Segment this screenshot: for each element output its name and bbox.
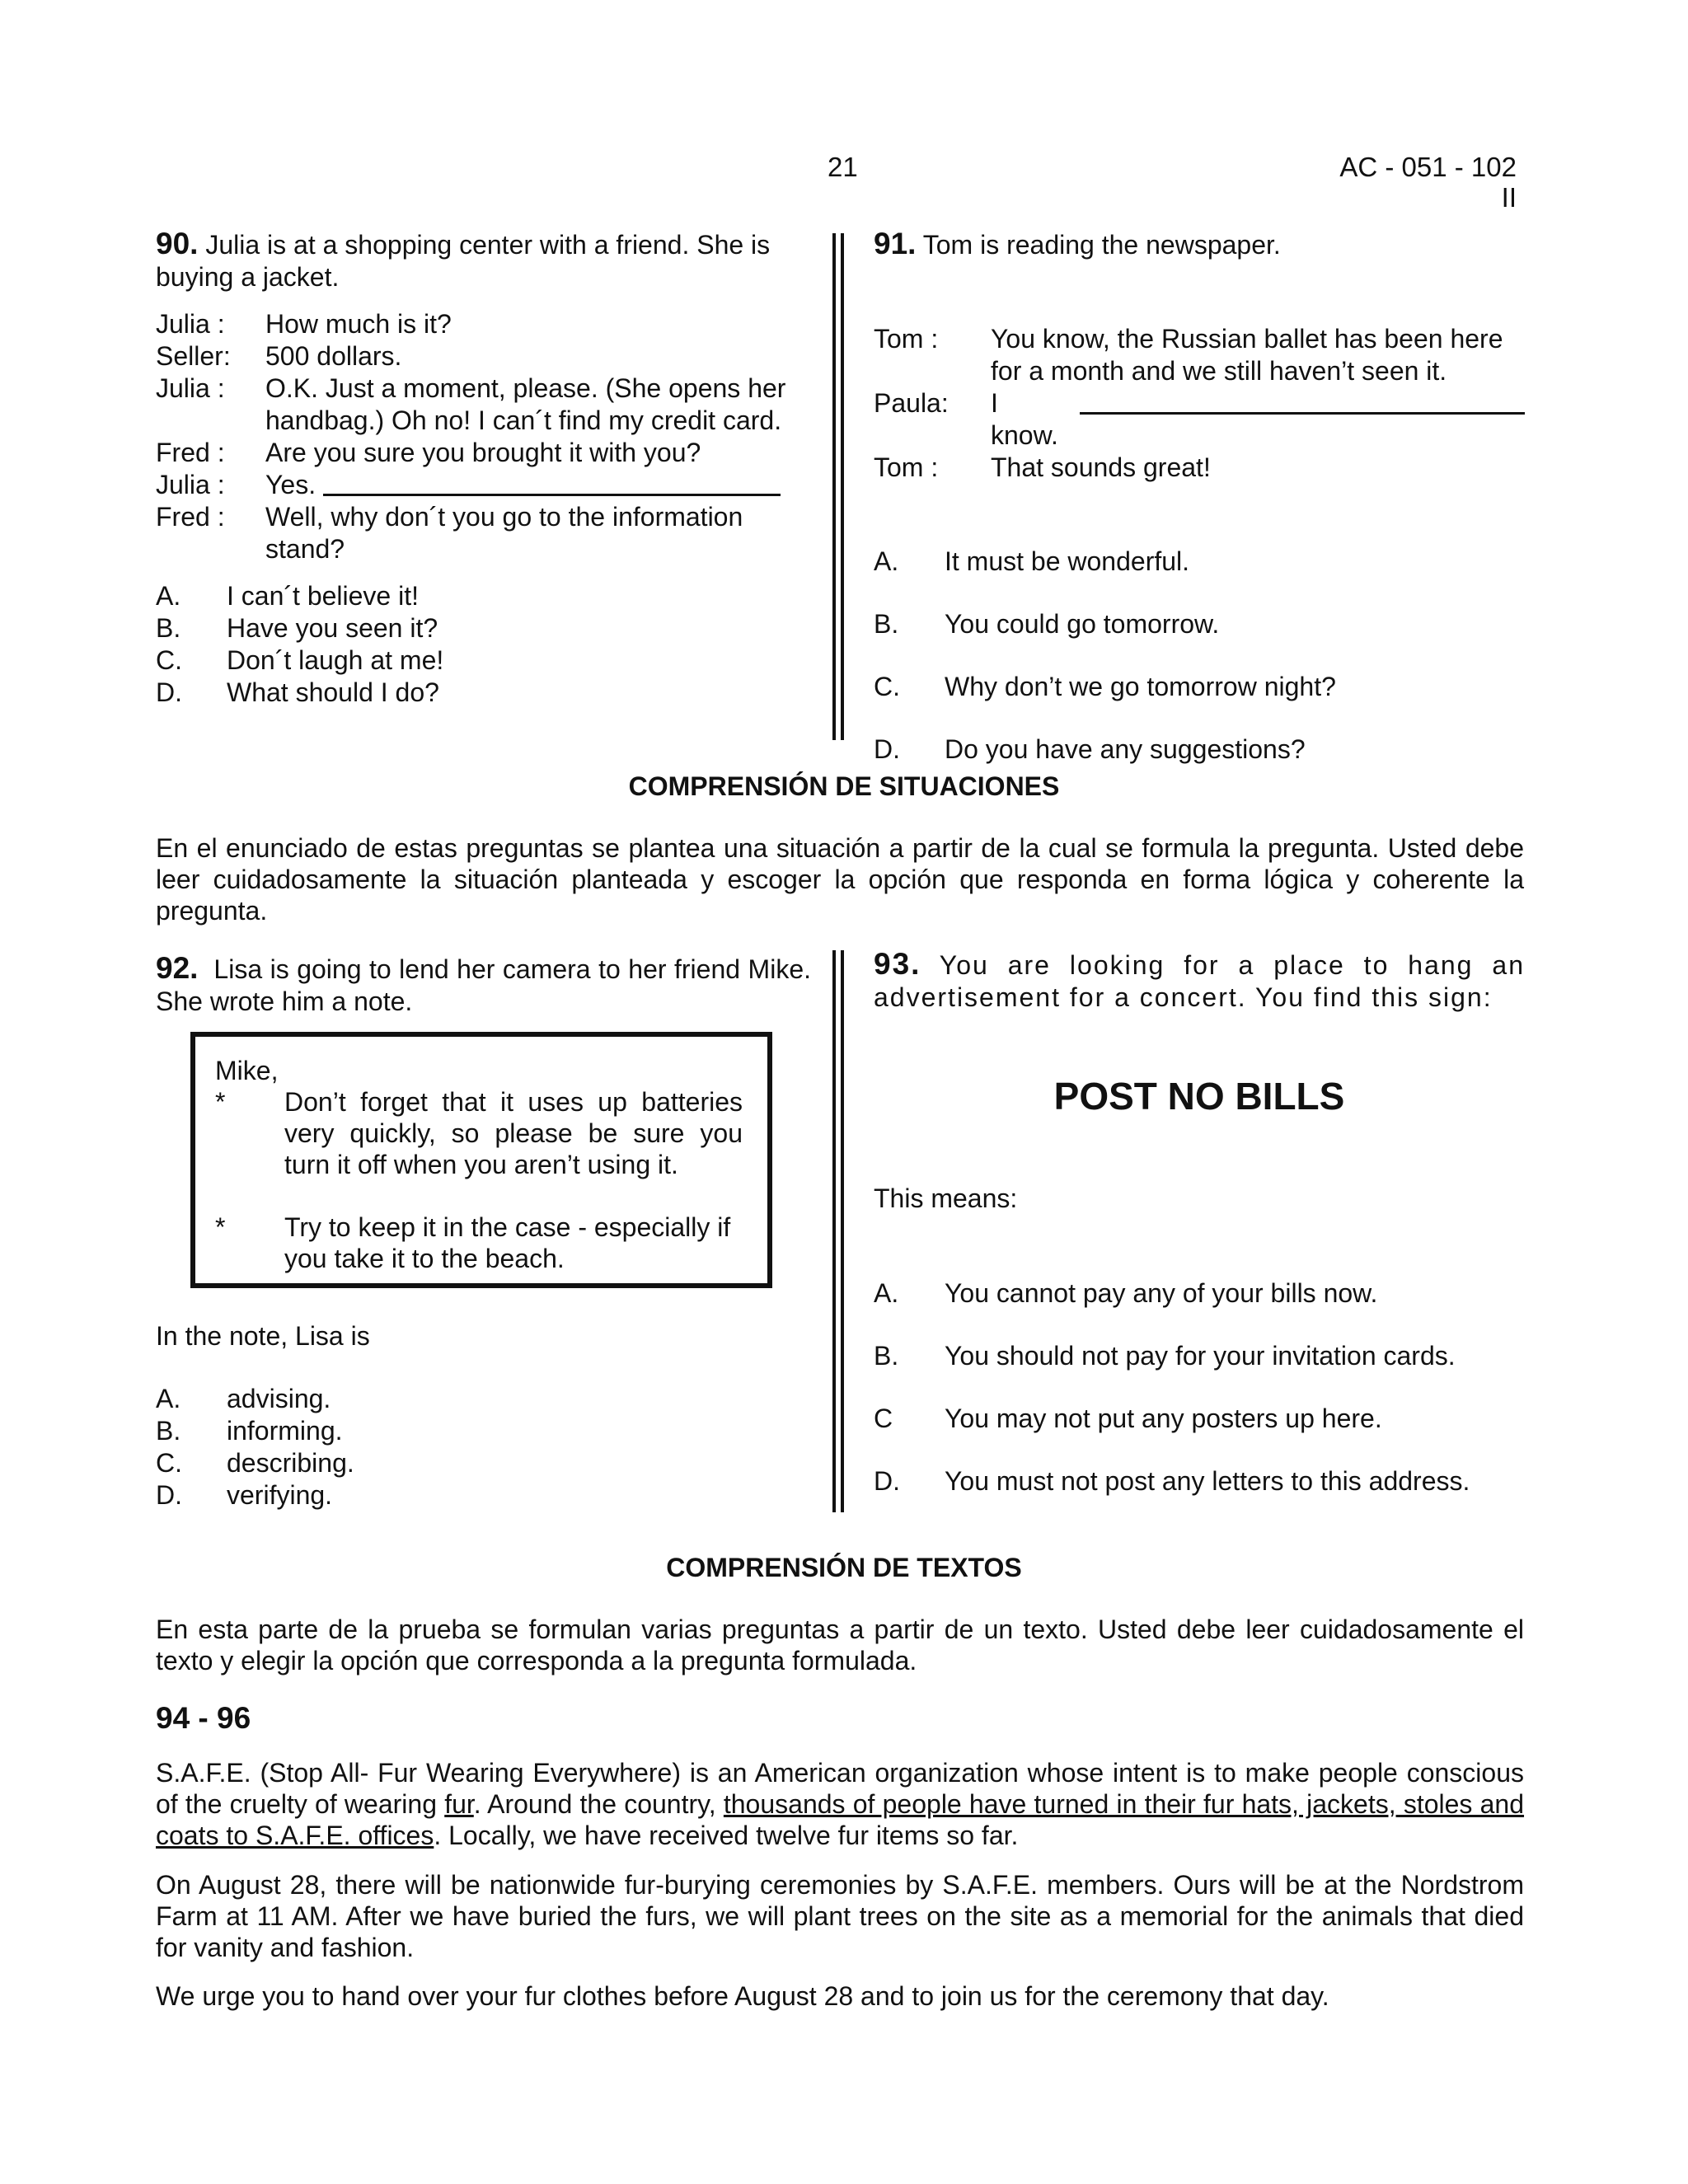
section-instructions: En esta parte de la prueba se formulan varias preguntas a partir de un texto. Usted debe leer cuidadosamente el texto y elegir la opción que corresponda a la pregunta formulada. (156, 1615, 1524, 1675)
underlined-phrase: thousands of people have turned in their fur hats, jackets, stoles and coats to S.A.F.E. offices (156, 1789, 1525, 1850)
dialog-line: Fred : Well, why don´t you go to the information stand? (156, 502, 743, 564)
dialog-line: Julia : O.K. Just a moment, please. (She opens her handbag.) Oh no! I can´t find my credit card. (156, 373, 786, 435)
note-box (190, 1032, 772, 1288)
reading-paragraph: S.A.F.E. (Stop All- Fur Wearing Everywhere) is an American organization whose intent is to make people conscious of the cruelty of wearing fur. Around the country, thousands of people have turned in their fur hats, jackets, stoles and coats to S.A.F.E. offices. Locally, we have received twelve fur items so far. (156, 1758, 1525, 1850)
dialog-line: Tom : That sounds great! (874, 452, 1211, 482)
option-b[interactable]: B. You could go tomorrow. (874, 609, 1220, 639)
question-number: 92. (156, 951, 199, 985)
note-bullet: * Try to keep it in the case - especially if you take it to the beach. (215, 1212, 731, 1273)
question-90-intro: 90. Julia is at a shopping center with a friend. She is buying a jacket. (156, 227, 771, 292)
dialog-line: Julia : Yes. (156, 469, 811, 501)
question-91-intro: 91. Tom is reading the newspaper. (874, 227, 1281, 260)
dialog-line: Seller: 500 dollars. (156, 341, 402, 371)
dialog (156, 308, 811, 565)
dialog-line: Fred : Are you sure you brought it with you? (156, 438, 701, 467)
option-c[interactable]: C. Why don’t we go tomorrow night? (874, 672, 1336, 701)
reading-range: 94 - 96 (156, 1701, 251, 1735)
question-90 (156, 227, 811, 709)
section-heading-situaciones: COMPRENSIÓN DE SITUACIONES (628, 771, 1060, 801)
question-stem: In the note, Lisa is (156, 1321, 370, 1351)
exam-code: AC - 051 - 102 (1339, 152, 1517, 182)
dialog (874, 323, 1525, 484)
question-93-intro: 93. You are looking for a place to hang an advertisement for a concert. You find this sign: (874, 947, 1526, 1012)
option-b[interactable]: B. Have you seen it? (156, 613, 438, 643)
answer-blank (323, 469, 781, 496)
option-d[interactable]: D. You must not post any letters to this address. (874, 1466, 1470, 1496)
note-salutation: Mike, (215, 1056, 279, 1085)
option-c[interactable]: C You may not put any posters up here. (874, 1404, 1382, 1433)
question-92-intro: 92. Lisa is going to lend her camera to her friend Mike. She wrote him a note. (156, 951, 812, 1016)
dialog-line: Tom : You know, the Russian ballet has been here for a month and we still haven’t seen it. (874, 324, 1503, 386)
option-c[interactable]: C. Don´t laugh at me! (156, 645, 444, 675)
column-divider (832, 950, 844, 1512)
reading-paragraph: On August 28, there will be nationwide fur-burying ceremonies by S.A.F.E. members. Ours will be at the Nordstrom Farm at 11 AM. After we have buried the furs, we will plant trees on the site as a memorial for the animals that died for vanity and fashion. (156, 1870, 1524, 1962)
option-d[interactable]: D. verifying. (156, 1480, 333, 1510)
option-d[interactable]: D. What should I do? (156, 677, 439, 707)
question-number: 93. (874, 947, 921, 981)
dialog-line: Paula: I know. (874, 387, 1525, 452)
note-bullet: * Don’t forget that it uses up batteries very quickly, so please be sure you turn it off when you aren’t using it. (215, 1087, 743, 1179)
options-list (874, 1277, 1525, 1497)
option-a[interactable]: A. You cannot pay any of your bills now. (874, 1278, 1378, 1308)
reading-paragraph: We urge you to hand over your fur clothes before August 28 and to join us for the ceremony that day. (156, 1981, 1329, 2011)
option-d[interactable]: D. Do you have any suggestions? (874, 734, 1306, 764)
options-list (156, 580, 811, 709)
option-c[interactable]: C. describing. (156, 1448, 354, 1478)
column-divider (832, 233, 844, 740)
question-number: 90. (156, 227, 199, 260)
exam-form: II (1501, 182, 1517, 213)
option-a[interactable]: A. It must be wonderful. (874, 546, 1190, 576)
option-a[interactable]: A. advising. (156, 1384, 331, 1413)
question-91 (874, 227, 1525, 766)
options-list (156, 1383, 354, 1511)
dialog-line: Julia : How much is it? (156, 309, 452, 339)
options-list (874, 546, 1525, 766)
section-instructions: En el enunciado de estas preguntas se plantea una situación a partir de la cual se formula la pregunta. Usted debe leer cuidadosamente la situación planteada y escoger la opción que responda en forma lógica y coherente la pregunta. (156, 833, 1524, 926)
answer-blank (1080, 387, 1525, 415)
question-number: 91. (874, 227, 917, 260)
option-b[interactable]: B. You should not pay for your invitation cards. (874, 1341, 1456, 1371)
underlined-word: fur (444, 1789, 474, 1819)
option-b[interactable]: B. informing. (156, 1416, 343, 1446)
question-stem: This means: (874, 1183, 1018, 1213)
section-heading-textos: COMPRENSIÓN DE TEXTOS (666, 1553, 1022, 1582)
option-a[interactable]: A. I can´t believe it! (156, 581, 419, 611)
sign-text: POST NO BILLS (1053, 1075, 1345, 1118)
page-number: 21 (828, 152, 858, 182)
